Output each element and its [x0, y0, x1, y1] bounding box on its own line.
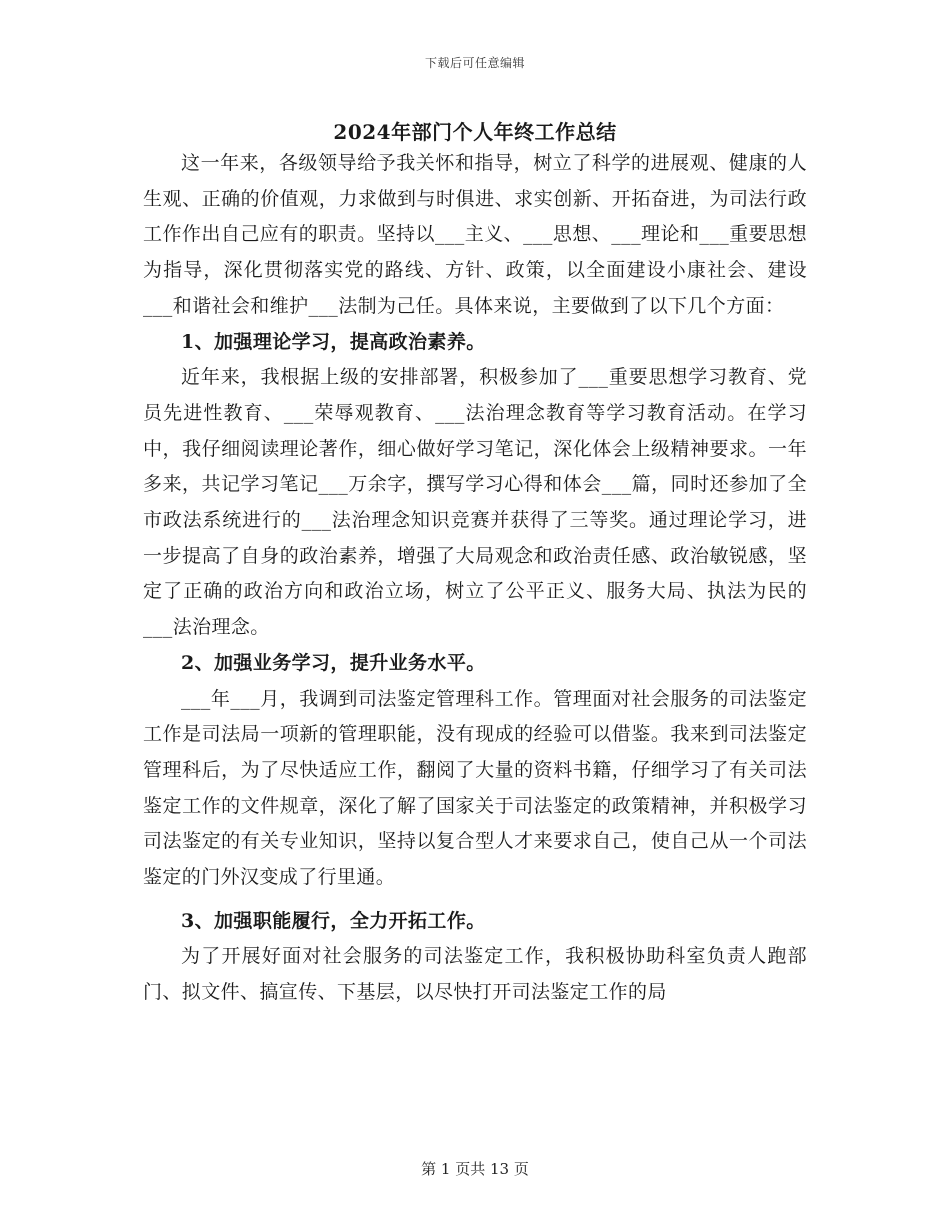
section-heading-2: 2、加强业务学习，提升业务水平。: [181, 651, 486, 674]
intro-paragraph: 这一年来，各级领导给予我关怀和指导，树立了科学的进展观、健康的人生观、正确的价值观，力求做到与时俱进、求实创新、开拓奋进，为司法行政工作作出自己应有的职责。坚持以___主义、___思想、___理论和___重要思想为指导，深化贯彻落实党的路线、方针、政策，以全面建设小康社会、建设___和谐社会和维护___法制为己任。具体来说，主要做到了以下几个方面：: [143, 152, 807, 317]
document-title: 2024年部门个人年终工作总结: [333, 120, 617, 144]
section-heading-1: 1、加强理论学习，提高政治素养。: [181, 330, 486, 353]
section-body-3: 为了开展好面对社会服务的司法鉴定工作，我积极协助科室负责人跑部门、拟文件、搞宣传、下基层，以尽快打开司法鉴定工作的局: [143, 945, 807, 1004]
section-body-1: 近年来，我根据上级的安排部署，积极参加了___重要思想学习教育、党员先进性教育、___荣辱观教育、___法治理念教育等学习教育活动。在学习中，我仔细阅读理论著作，细心做好学习笔记，深化体会上级精神要求。一年多来，共记学习笔记___万余字，撰写学习心得和体会___篇，同时还参加了全市政法系统进行的___法治理念知识竞赛并获得了三等奖。通过理论学习，进一步提高了自身的政治素养，增强了大局观念和政治责任感、政治敏锐感，坚定了正确的政治方向和政治立场，树立了公平正义、服务大局、执法为民的___法治理念。: [143, 366, 807, 639]
page-number: 第 1 页共 13 页: [421, 1160, 529, 1178]
section-heading-3: 3、加强职能履行，全力开拓工作。: [181, 909, 486, 932]
page-header-note: 下载后可任意编辑: [424, 56, 525, 70]
document-body: [143, 146, 807, 1011]
section-body-2: ___年___月，我调到司法鉴定管理科工作。管理面对社会服务的司法鉴定工作是司法局一项新的管理职能，没有现成的经验可以借鉴。我来到司法鉴定管理科后，为了尽快适应工作，翻阅了大量的资料书籍，仔细学习了有关司法鉴定工作的文件规章，深化了解了国家关于司法鉴定的政策精神，并积极学习司法鉴定的有关专业知识，坚持以复合型人才来要求自己，使自己从一个司法鉴定的门外汉变成了行里通。: [143, 687, 807, 889]
